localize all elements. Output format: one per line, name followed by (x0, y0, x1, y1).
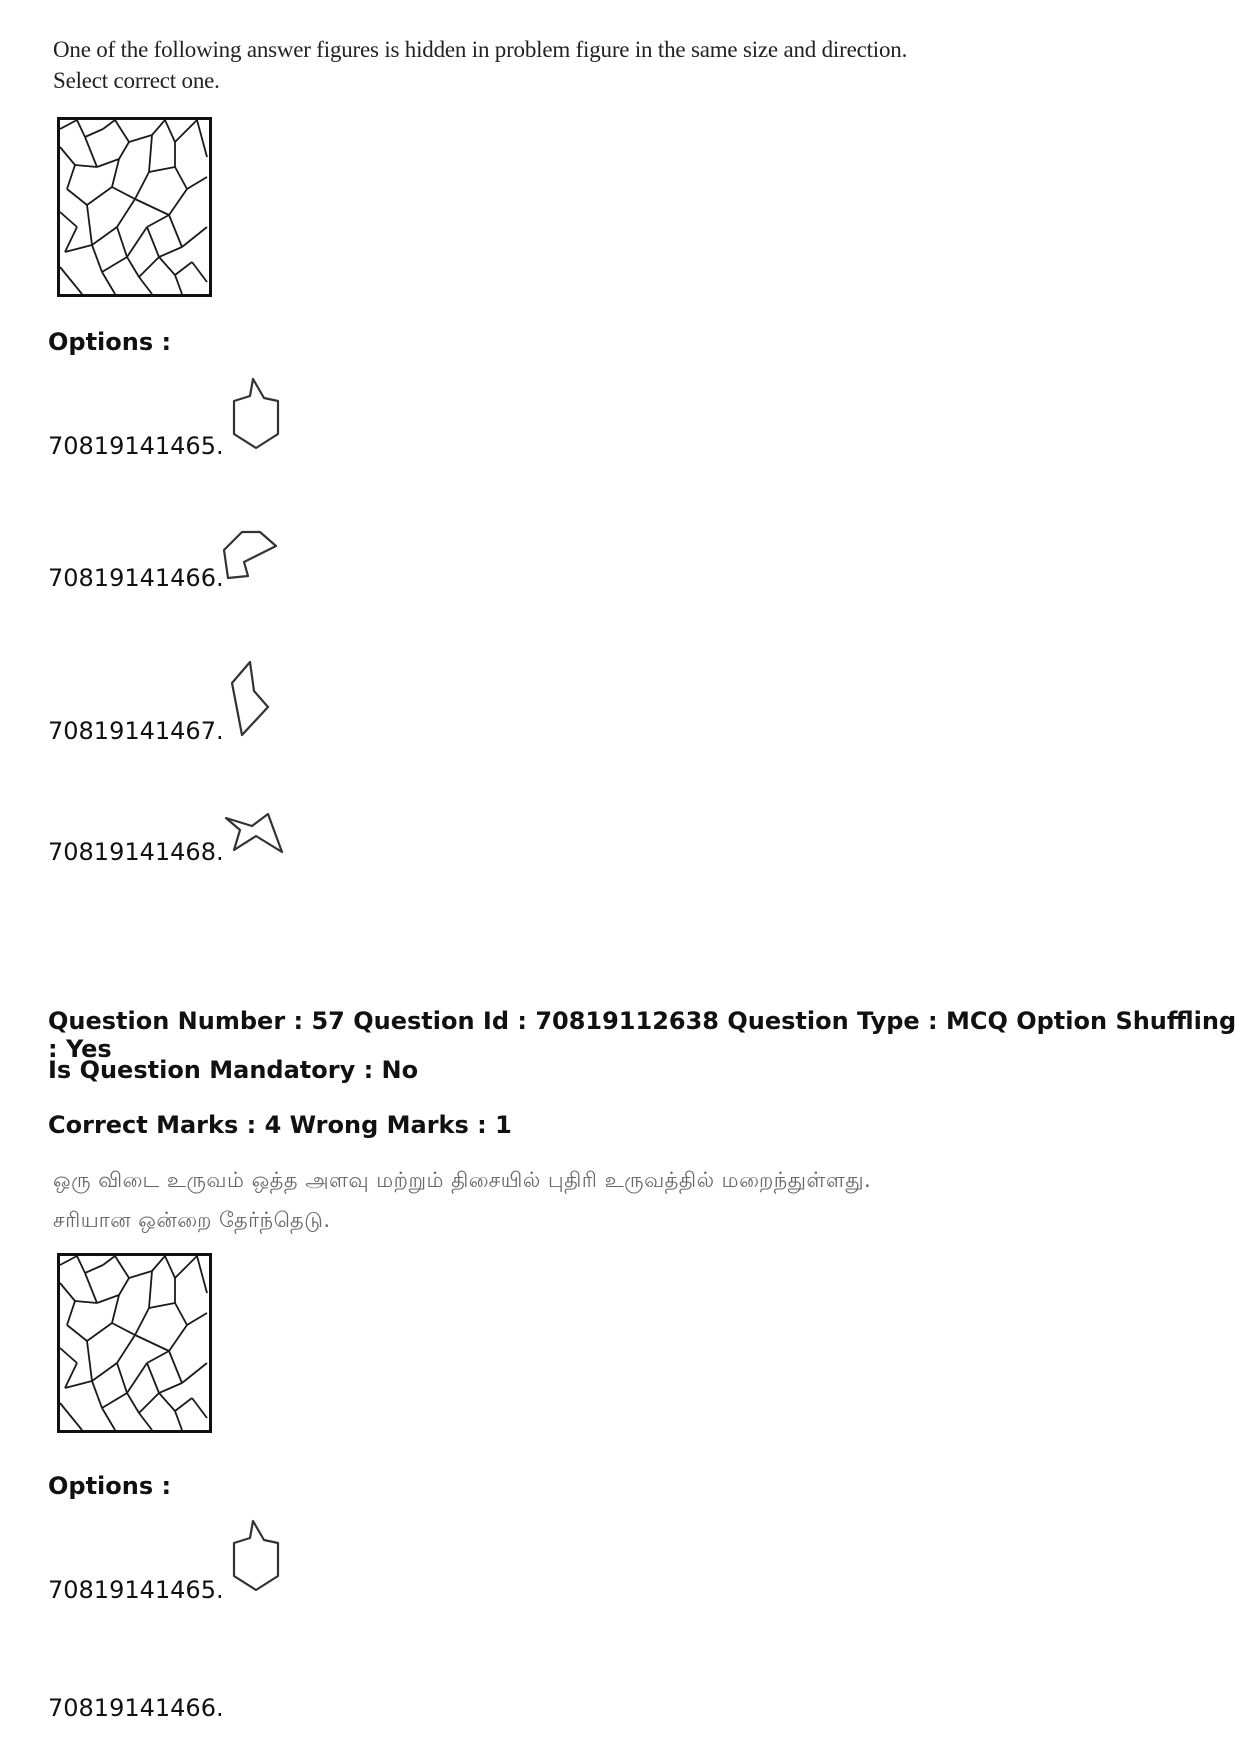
option-1-id[interactable]: 70819141465. (48, 1576, 224, 1604)
problem-figure (57, 117, 212, 297)
option-2-id[interactable]: 70819141466. (48, 1694, 224, 1722)
options-heading: Options : (48, 328, 172, 356)
hexagon-notched-shape[interactable] (228, 376, 282, 452)
option-2-id[interactable]: 70819141466. (48, 564, 224, 592)
question-meta-line-3: Correct Marks : 4 Wrong Marks : 1 (48, 1111, 512, 1139)
arrow-pentagon-shape[interactable] (220, 528, 282, 582)
option-4-id[interactable]: 70819141468. (48, 838, 224, 866)
question-stem-line-2: Select correct one. (53, 68, 220, 93)
hexagon-notched-shape[interactable] (228, 1518, 282, 1594)
options-heading: Options : (48, 1472, 172, 1500)
question-stem-tamil-line-1: ஒரு விடை உருவம் ஒத்த அளவு மற்றும் திசையில் புதிரி உருவத்தில் மறைந்துள்ளது. (53, 1168, 872, 1192)
zigzag-quad-shape[interactable] (226, 659, 272, 739)
question-stem-line-1: One of the following answer figures is hidden in problem figure in the same size and direction. (53, 37, 908, 62)
problem-figure (57, 1253, 212, 1433)
question-meta-line-2: Is Question Mandatory : No (48, 1056, 419, 1084)
bow-shape[interactable] (222, 810, 284, 856)
option-1-id[interactable]: 70819141465. (48, 432, 224, 460)
question-meta-line-1: Question Number : 57 Question Id : 70819112638 Question Type : MCQ Option Shuffling : Yes (48, 1007, 1237, 1063)
question-stem-tamil-line-2: சரியான ஒன்றை தேர்ந்தெடு. (53, 1208, 331, 1232)
option-3-id[interactable]: 70819141467. (48, 717, 224, 745)
